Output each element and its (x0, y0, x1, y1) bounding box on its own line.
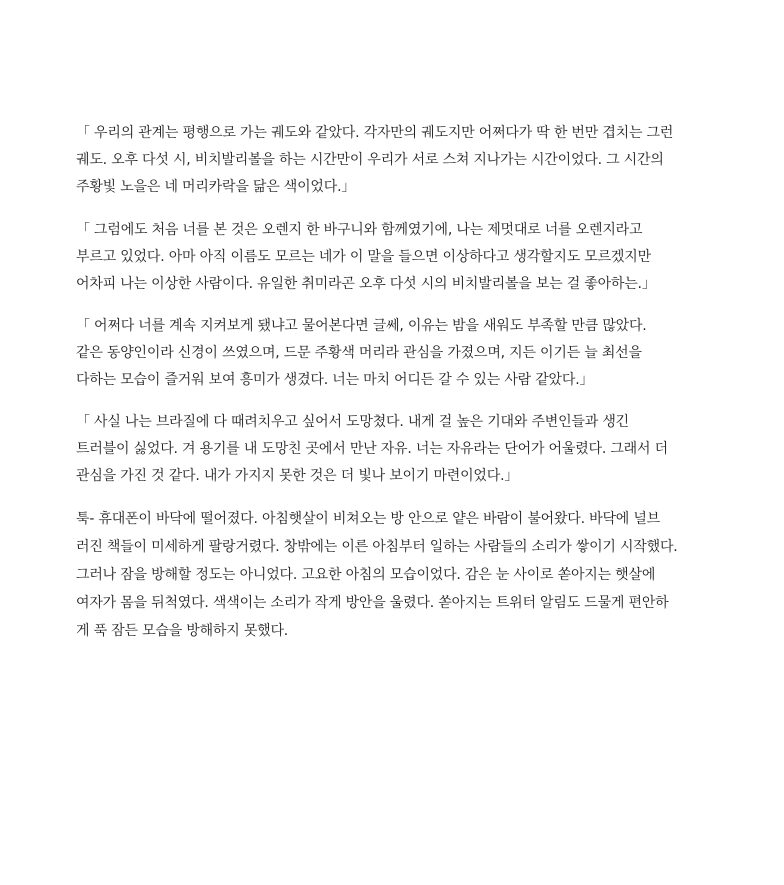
paragraph-line: 다하는 모습이 즐거워 보여 흥미가 생겼다. 너는 마치 어디든 갈 수 있는 사람 같았다.」 (76, 372, 594, 388)
paragraph-line: 「 그럼에도 처음 너를 본 것은 오렌지 한 바구니와 함께였기에, 나는 제멋대로 너를 오렌지라고 (76, 222, 643, 238)
paragraph-1 (76, 120, 721, 201)
paragraph-line: 「 사실 나는 브라질에 다 때려치우고 싶어서 도망쳤다. 내게 걸 높은 기대와 주변인들과 생긴 (76, 414, 629, 430)
paragraph-5 (76, 505, 721, 645)
paragraph-line: 툭- 휴대폰이 바닥에 떨어졌다. 아침햇살이 비쳐오는 방 안으로 얕은 바람이 불어왔다. 바닥에 널브 (76, 511, 660, 527)
document-page (76, 120, 721, 645)
paragraph-line: 여자가 몸을 뒤척였다. 색색이는 소리가 작게 방안을 울렸다. 쏟아지는 트위터 알림도 드물게 편안하 (76, 595, 669, 611)
paragraph-line: 부르고 있었다. 아마 아직 이름도 모르는 네가 이 말을 들으면 이상하다고 생각할지도 모르겠지만 (76, 249, 651, 265)
paragraph-line: 주황빛 노을은 네 머리카락을 닮은 색이었다.」 (76, 179, 356, 195)
paragraph-line: 그러나 잠을 방해할 정도는 아니었다. 고요한 아침의 모습이었다. 감은 눈 사이로 쏟아지는 햇살에 (76, 567, 656, 583)
paragraph-line: 어차피 나는 이상한 사람이다. 유일한 취미라곤 오후 다섯 시의 비치발리볼을 보는 걸 좋아하는.」 (76, 276, 656, 292)
paragraph-line: 「 어쩌다 너를 계속 지켜보게 됐냐고 물어본다면 글쎄, 이유는 밤을 새워도 부족할 만큼 많았다. (76, 318, 647, 334)
paragraph-3 (76, 313, 721, 394)
paragraph-line: 궤도. 오후 다섯 시, 비치발리볼을 하는 시간만이 우리가 서로 스쳐 지나가는 시간이었다. 그 시간의 (76, 152, 664, 168)
paragraph-line: 게 푹 잠든 모습을 방해하지 못했다. (76, 623, 289, 639)
paragraph-line: 트러블이 싫었다. 겨 용기를 내 도망친 곳에서 만난 자유. 너는 자유라는 단어가 어울렸다. 그래서 더 (76, 441, 668, 457)
paragraph-4 (76, 409, 721, 490)
paragraph-line: 같은 동양인이라 신경이 쓰였으며, 드문 주황색 머리라 관심을 가졌으며, 지든 이기든 늘 최선을 (76, 345, 642, 361)
paragraph-line: 관심을 가진 것 같다. 내가 가지지 못한 것은 더 빛나 보이기 마련이었다.」 (76, 468, 519, 484)
paragraph-line: 러진 책들이 미세하게 팔랑거렸다. 창밖에는 이른 아침부터 일하는 사람들의 소리가 쌓이기 시작했다. (76, 539, 678, 555)
paragraph-2 (76, 217, 721, 298)
paragraph-line: 「 우리의 관계는 평행으로 가는 궤도와 같았다. 각자만의 궤도지만 어쩌다가 딱 한 번만 겹치는 그런 (76, 125, 674, 141)
